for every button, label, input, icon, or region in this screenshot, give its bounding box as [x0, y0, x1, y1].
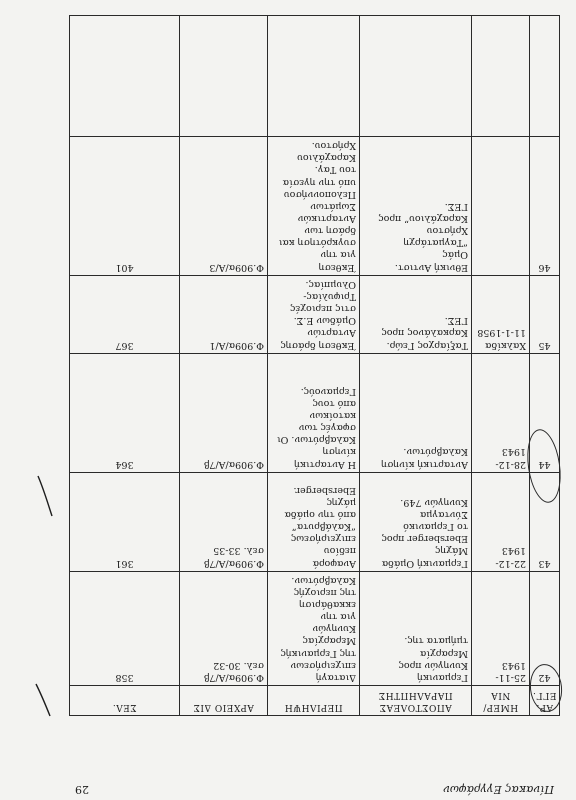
cell-date: Χαλκίδα 11-1-1958	[472, 275, 530, 353]
cell-sender: Ταξίαρχος Γεώρ. Καρκαλάνος προς ΓΕΣ.	[360, 275, 472, 353]
cell-empty	[472, 15, 530, 136]
handwritten-tick-mark	[30, 680, 54, 720]
documents-table	[69, 15, 560, 716]
page-header-title: Πίνακας Εγγράφων	[443, 783, 554, 796]
cell-ar: 44	[530, 353, 560, 472]
header-archive: ΑΡΧΕΙΟ ΔΙΣ	[180, 685, 268, 715]
cell-empty	[530, 15, 560, 136]
cell-ar: 42	[530, 571, 560, 685]
cell-empty	[70, 15, 180, 136]
page-number: 29	[75, 783, 89, 796]
header-ar: ΑΡ. ΕΓΓ.	[530, 685, 560, 715]
cell-ar: 45	[530, 275, 560, 353]
table-row	[70, 275, 560, 353]
cell-archive: Φ.909α/Α/7β	[180, 353, 268, 472]
header-date: ΗΜΕΡ/ΝΙΑ	[472, 685, 530, 715]
cell-sender: Εθνική Αντιστ. Ομάς “Ταγματάρχη Χρήστου Καραχάλιου” προς ΓΕΣ.	[360, 136, 472, 275]
cell-summary: Διαταγή επιχειρήσεων της Γερμανικής Μεραρχίας Κυνηγών για την εκκαθάριση της περιοχής Καλαβρύτων.	[268, 571, 360, 685]
cell-archive: Φ.909α/Α/1	[180, 275, 268, 353]
cell-ar: 46	[530, 136, 560, 275]
cell-archive: Φ.909α/Α/3	[180, 136, 268, 275]
cell-sender: Ανταρτική κίνηση Καλαβρύτων.	[360, 353, 472, 472]
header-summary: ΠΕΡΙΛΗΨΗ	[268, 685, 360, 715]
cell-pages: 364	[70, 353, 180, 472]
cell-date	[472, 136, 530, 275]
cell-sender: Γερμανική Ομάδα Μάχης Ebersberger προς το Γερμανικό Σύνταγμα Κυνηγών 749.	[360, 472, 472, 571]
table-row	[70, 472, 560, 571]
cell-date: 28-12-1943	[472, 353, 530, 472]
header-sender: ΑΠΟΣΤΟΛΕΑΣ ΠΑΡΑΛΗΠΤΗΣ	[360, 685, 472, 715]
cell-empty	[268, 15, 360, 136]
cell-pages: 367	[70, 275, 180, 353]
table-header-row	[70, 685, 560, 715]
cell-archive: Φ.909α/Α/7β σελ. 30-32	[180, 571, 268, 685]
cell-summary: Αναφορά πεδίου επιχειρήσεως “Καλάβρυτα” από την ομάδα μάχης Ebersberger.	[268, 472, 360, 571]
table-row	[70, 353, 560, 472]
cell-date: 22-12-1943	[472, 472, 530, 571]
cell-summary: Η Ανταρτική κίνηση Καλαβρύτων. Οι σφαγές των κατοίκων από τους Γερμανούς.	[268, 353, 360, 472]
cell-sender: Γερμανική Κυνηγών προς Μεραρχία τμήματα της.	[360, 571, 472, 685]
cell-summary: Έκθεση δράσης Ανταρτών Ομάδων Ε.Σ. στις περιοχές Τριφυλίας- Ολυμπίας.	[268, 275, 360, 353]
cell-empty	[180, 15, 268, 136]
table-row	[70, 136, 560, 275]
cell-pages: 361	[70, 472, 180, 571]
table-row	[70, 571, 560, 685]
cell-summary: Έκθεση για την συγκρότηση και δράση των Ανταρτικών Σωμάτων Πελοποννήσου υπό την ηγεσία του Ταγ. Καραχάλιου Χρήστου.	[268, 136, 360, 275]
cell-empty	[360, 15, 472, 136]
handwritten-tick-mark	[32, 472, 58, 520]
cell-date: 25-11-1943	[472, 571, 530, 685]
cell-archive: Φ.909α/Α/7β σελ. 33-35	[180, 472, 268, 571]
header-pages: ΣΕΛ.	[70, 685, 180, 715]
cell-pages: 358	[70, 571, 180, 685]
cell-pages: 401	[70, 136, 180, 275]
cell-ar: 43	[530, 472, 560, 571]
table-row-empty	[70, 15, 560, 136]
